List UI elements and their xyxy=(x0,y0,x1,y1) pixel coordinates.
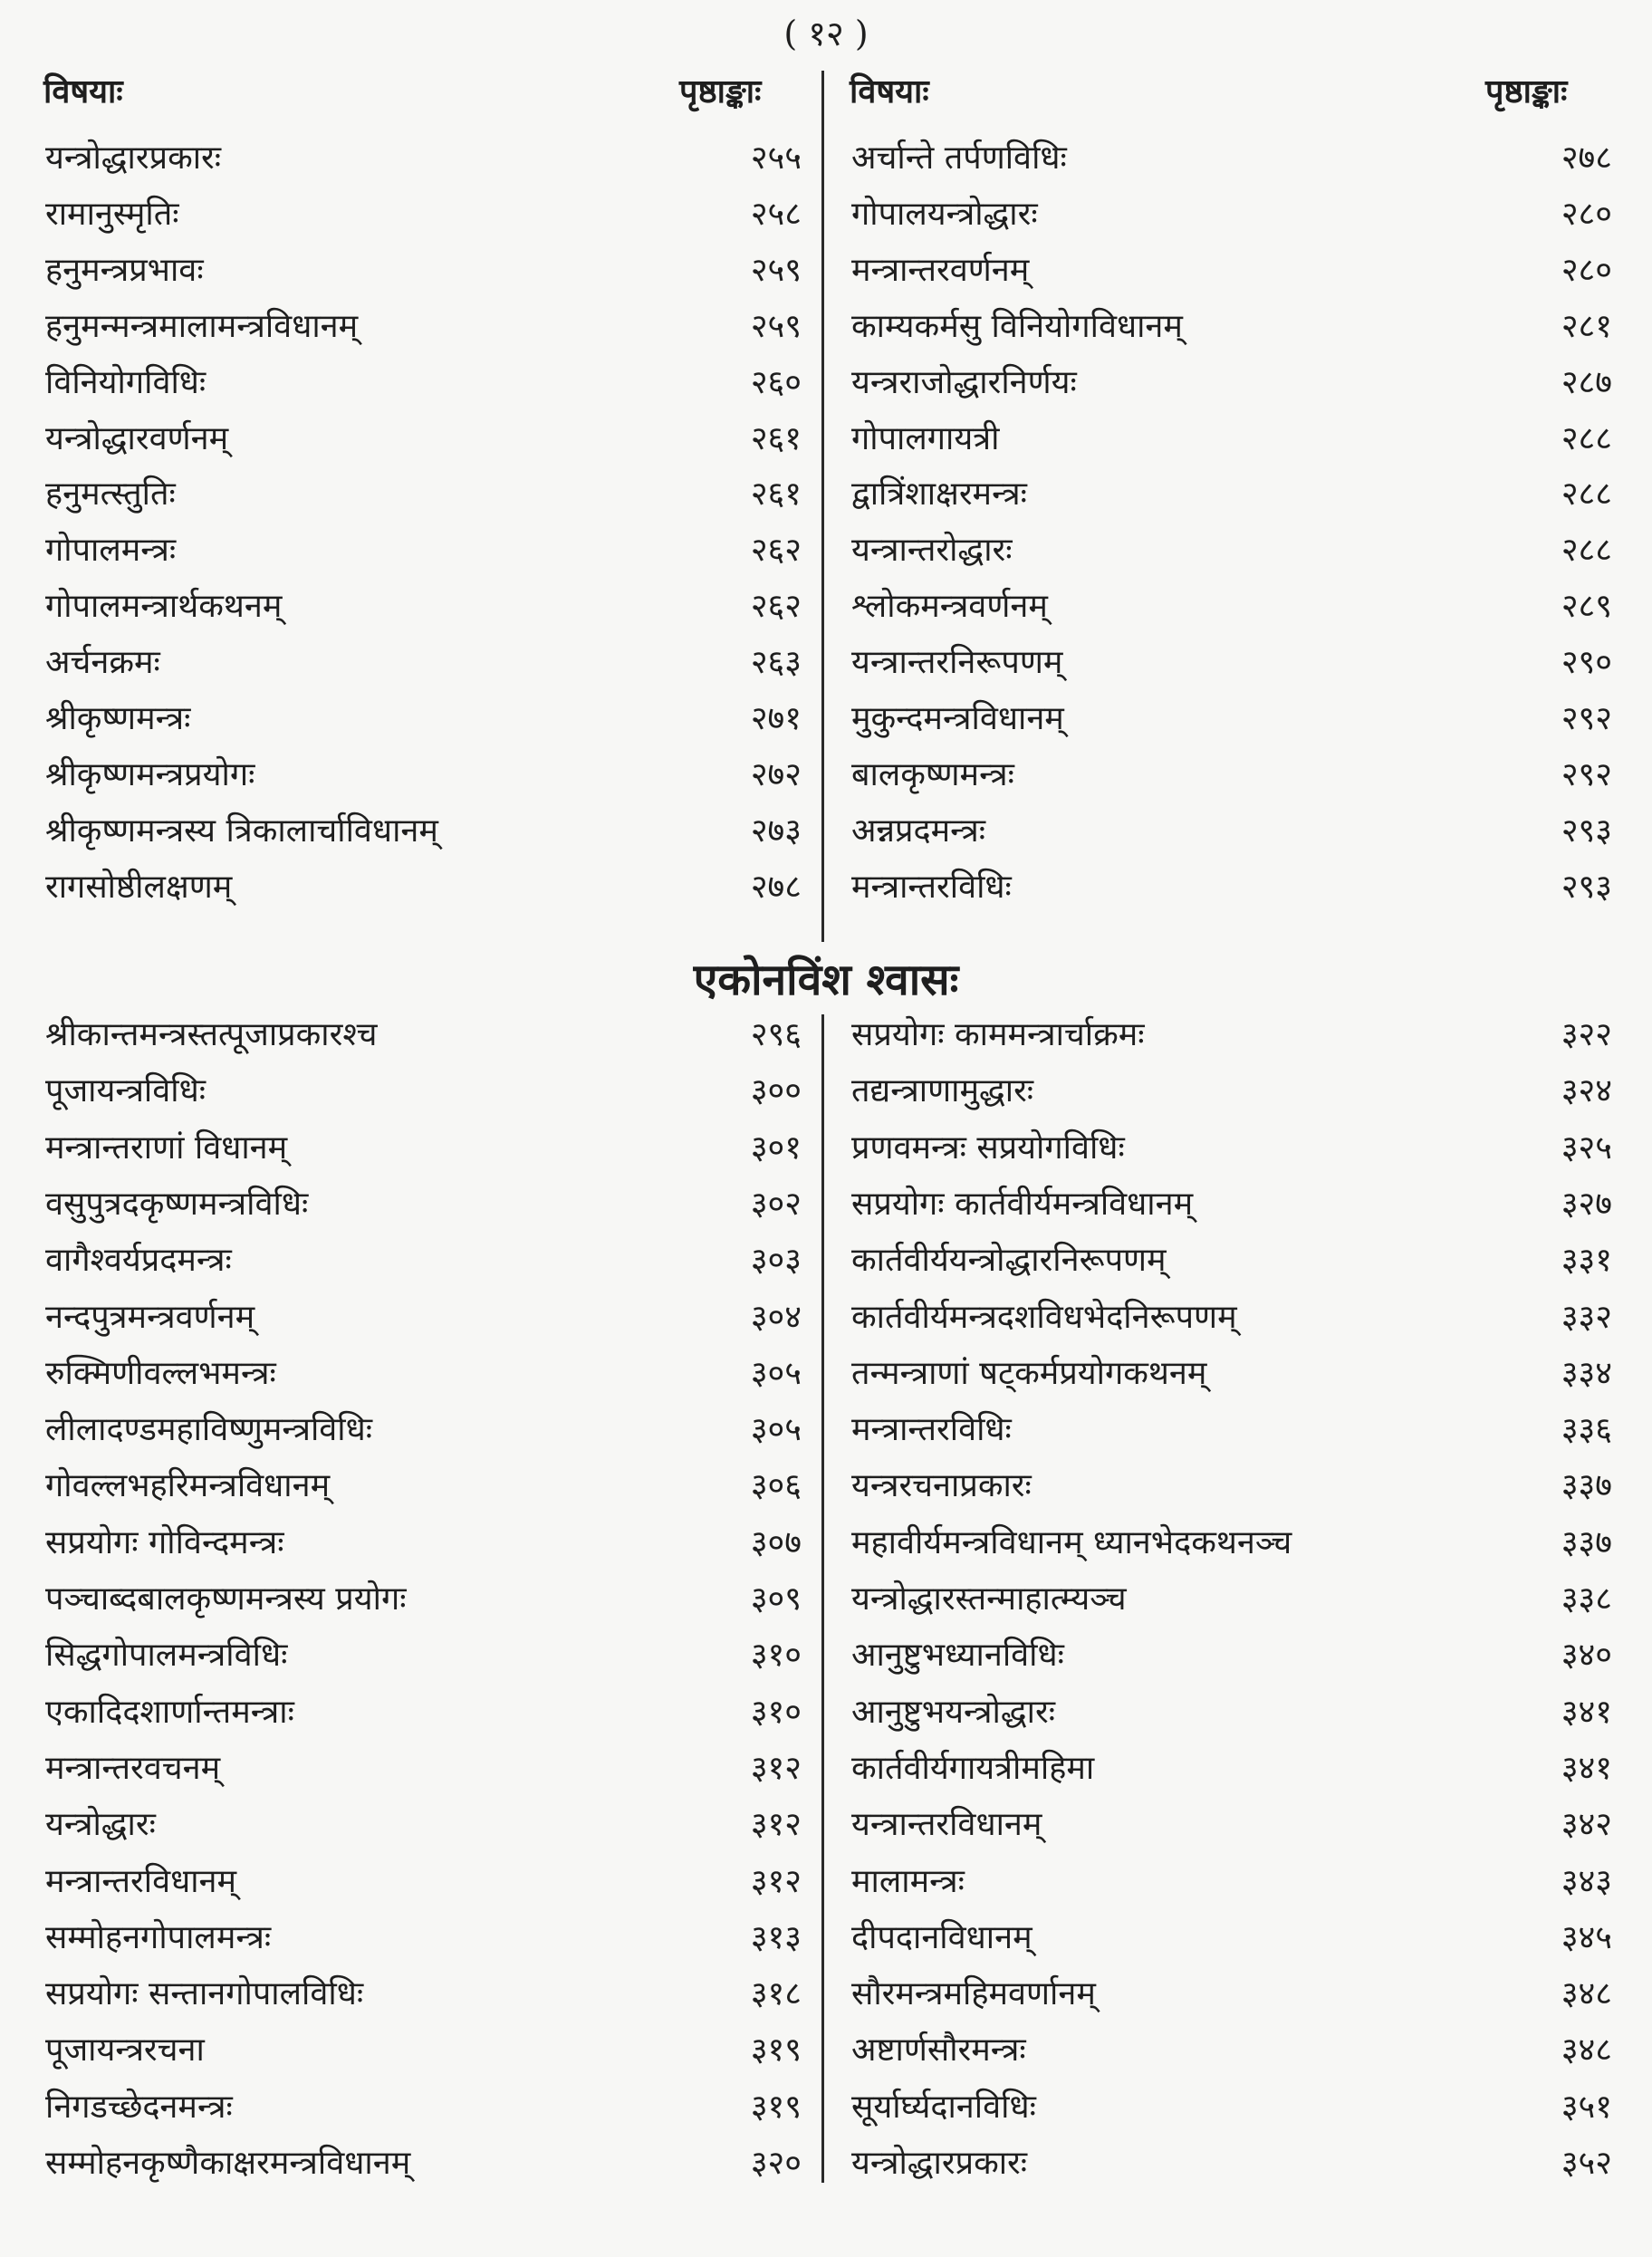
toc-entry-page: २७८ xyxy=(750,869,802,906)
toc-entry-page: ३१९ xyxy=(750,2089,802,2126)
toc-entry-title: सम्मोहनकृष्णैकाक्षरमन्त्रविधानम् xyxy=(45,2145,411,2182)
toc-entry xyxy=(851,1347,1612,1401)
toc-entry xyxy=(45,580,802,634)
toc-entry-page: ३१२ xyxy=(750,1750,802,1787)
toc-entry-title: वागैश्वर्यप्रदमन्त्रः xyxy=(45,1242,232,1279)
toc-entry-title: मुकुन्दमन्त्रविधानम् xyxy=(851,700,1064,737)
toc-entry xyxy=(851,692,1612,746)
toc-entry-title: पूजायन्त्रविधिः xyxy=(45,1072,206,1109)
toc-entry xyxy=(45,412,802,466)
toc-entry-page: ३२७ xyxy=(1561,1186,1612,1223)
toc-entry-title: तन्मन्त्राणां षट्कर्मप्रयोगकथनम् xyxy=(851,1355,1207,1392)
toc-entry-page: २५८ xyxy=(750,196,802,233)
toc-entry-page: ३२२ xyxy=(1561,1016,1612,1053)
toc-entry-page: ३३२ xyxy=(1561,1299,1612,1336)
toc-entry-title: पञ्चाब्दबालकृष्णमन्त्रस्य प्रयोगः xyxy=(45,1580,407,1618)
toc-entry-page: २९६ xyxy=(750,1016,802,1053)
toc-entry-title: गोवल्लभहरिमन्त्रविधानम् xyxy=(45,1467,331,1504)
toc-entry-page: २९३ xyxy=(1561,812,1612,850)
toc-entry-page: ३०० xyxy=(750,1072,802,1109)
toc-entry xyxy=(45,1121,802,1176)
toc-entry xyxy=(851,1742,1612,1796)
toc-entry-page: २५९ xyxy=(750,308,802,345)
toc-entry xyxy=(45,523,802,578)
toc-entry xyxy=(851,2137,1612,2191)
toc-entry xyxy=(45,804,802,859)
toc-entry xyxy=(45,748,802,802)
toc-entry xyxy=(45,1516,802,1570)
left-page-header: पृष्ठाङ्काः xyxy=(679,72,762,110)
toc-entry xyxy=(45,1798,802,1852)
toc-entry-page: ३२५ xyxy=(1561,1129,1612,1167)
toc-entry-page: २५५ xyxy=(750,139,802,177)
toc-entry-page: ३२४ xyxy=(1561,1072,1612,1109)
toc-entry-page: २५९ xyxy=(750,252,802,289)
toc-entry-page: २९२ xyxy=(1561,700,1612,737)
toc-entry-title: सप्रयोगः गोविन्दमन्त्रः xyxy=(45,1524,284,1561)
toc-entry-page: ३०५ xyxy=(750,1355,802,1392)
toc-entry-page: ३३८ xyxy=(1561,1580,1612,1618)
toc-entry-title: मन्त्रान्तरवचनम् xyxy=(45,1750,221,1787)
toc-entry xyxy=(45,1855,802,1909)
toc-entry xyxy=(851,860,1612,915)
toc-entry-page: २६२ xyxy=(750,532,802,569)
toc-entry xyxy=(851,356,1612,410)
toc-entry xyxy=(45,131,802,186)
toc-entry xyxy=(851,2023,1612,2078)
toc-entry-page: २९० xyxy=(1561,644,1612,681)
toc-entry xyxy=(45,1234,802,1288)
toc-entry-title: प्रणवमन्त्रः सप्रयोगविधिः xyxy=(851,1129,1125,1167)
toc-entry xyxy=(851,1008,1612,1062)
right-subject-header: विषयाः xyxy=(850,72,929,110)
toc-entry xyxy=(45,1291,802,1345)
toc-entry-page: २९३ xyxy=(1561,869,1612,906)
right-page-header: पृष्ठाङ्काः xyxy=(1485,72,1568,110)
toc-entry xyxy=(851,636,1612,690)
toc-entry-title: हनुमत्स्तुतिः xyxy=(45,475,176,513)
toc-entry-title: गोपालगायत्री xyxy=(851,420,1000,457)
toc-entry-page: ३३७ xyxy=(1561,1467,1612,1504)
toc-entry-page: ३०२ xyxy=(750,1186,802,1223)
toc-entry-title: तद्यन्त्राणामुद्धारः xyxy=(851,1072,1034,1109)
toc-entry xyxy=(45,300,802,354)
toc-entry-page: २८८ xyxy=(1561,532,1612,569)
toc-entry xyxy=(851,523,1612,578)
toc-entry xyxy=(851,1064,1612,1119)
toc-entry-page: ३०३ xyxy=(750,1242,802,1279)
toc-entry-page: २९२ xyxy=(1561,756,1612,793)
toc-entry-title: एकादिदशार्णान्तमन्त्राः xyxy=(45,1694,294,1731)
toc-entry-page: ३१९ xyxy=(750,2031,802,2069)
toc-entry-title: सिद्धगोपालमन्त्रविधिः xyxy=(45,1637,288,1674)
toc-entry-page: २८७ xyxy=(1561,364,1612,401)
toc-entry xyxy=(851,1291,1612,1345)
toc-entry xyxy=(45,1347,802,1401)
toc-entry-page: ३४२ xyxy=(1561,1806,1612,1843)
toc-entry-title: लीलादण्डमहाविष्णुमन्त्रविधिः xyxy=(45,1411,373,1448)
toc-entry-page: ३४० xyxy=(1561,1637,1612,1674)
toc-entry-title: यन्त्रान्तरविधानम् xyxy=(851,1806,1042,1843)
toc-entry xyxy=(45,1967,802,2022)
toc-entry xyxy=(45,1628,802,1683)
toc-entry-title: श्रीकृष्णमन्त्रप्रयोगः xyxy=(45,756,255,793)
toc-entry-title: विनियोगविधिः xyxy=(45,364,206,401)
toc-entry-title: सूर्यार्घ्यदानविधिः xyxy=(851,2089,1036,2126)
toc-entry xyxy=(45,1742,802,1796)
toc-entry-title: यन्त्रान्तरोद्धारः xyxy=(851,532,1013,569)
toc-entry-page: ३४८ xyxy=(1561,2031,1612,2069)
toc-entry xyxy=(45,187,802,242)
toc-entry xyxy=(851,1572,1612,1627)
toc-entry-title: मन्त्रान्तरविधिः xyxy=(851,1411,1012,1448)
toc-entry xyxy=(851,1911,1612,1965)
toc-entry-title: मन्त्रान्तराणां विधानम् xyxy=(45,1129,288,1167)
toc-entry-page: ३१० xyxy=(750,1694,802,1731)
toc-entry-title: कार्तवीर्ययन्त्रोद्धारनिरूपणम् xyxy=(851,1242,1167,1279)
toc-entry-title: महावीर्यमन्त्रविधानम् ध्यानभेदकथनञ्च xyxy=(851,1524,1292,1561)
toc-entry-page: २६१ xyxy=(750,475,802,513)
toc-entry xyxy=(851,1234,1612,1288)
toc-entry xyxy=(851,300,1612,354)
toc-entry xyxy=(851,1855,1612,1909)
toc-entry-title: आनुष्टुभध्यानविधिः xyxy=(851,1637,1064,1674)
toc-entry xyxy=(45,2137,802,2191)
toc-entry-title: श्रीकृष्णमन्त्रस्य त्रिकालार्चाविधानम् xyxy=(45,812,438,850)
toc-entry xyxy=(45,1008,802,1062)
toc-entry xyxy=(851,1798,1612,1852)
toc-entry xyxy=(851,131,1612,186)
toc-entry-title: रामानुस्मृतिः xyxy=(45,196,179,233)
toc-entry-title: सप्रयोगः सन्तानगोपालविधिः xyxy=(45,1975,364,2012)
toc-entry-page: ३४८ xyxy=(1561,1975,1612,2012)
toc-entry-title: बालकृष्णमन्त्रः xyxy=(851,756,1014,793)
toc-entry-page: ३५१ xyxy=(1561,2089,1612,2126)
toc-entry xyxy=(45,1064,802,1119)
toc-entry xyxy=(851,1516,1612,1570)
toc-entry-title: यन्त्रान्तरनिरूपणम् xyxy=(851,644,1063,681)
toc-entry-title: सप्रयोगः कार्तवीर्यमन्त्रविधानम् xyxy=(851,1186,1194,1223)
toc-entry-title: अष्टार्णसौरमन्त्रः xyxy=(851,2031,1026,2069)
toc-entry xyxy=(851,244,1612,298)
toc-entry xyxy=(45,244,802,298)
toc-entry-title: अन्नप्रदमन्त्रः xyxy=(851,812,985,850)
toc-entry-title: यन्त्रराजोद्धारनिर्णयः xyxy=(851,364,1077,401)
toc-entry-page: ३५२ xyxy=(1561,2145,1612,2182)
toc-entry xyxy=(45,860,802,915)
toc-entry-title: रागसोष्ठीलक्षणम् xyxy=(45,869,233,906)
toc-entry xyxy=(851,1403,1612,1457)
toc-entry-title: दीपदानविधानम् xyxy=(851,1919,1032,1956)
page-number: ( १२ ) xyxy=(783,14,869,53)
toc-entry-title: यन्त्रोद्धारवर्णनम् xyxy=(45,420,229,457)
toc-entry-title: गोपालयन्त्रोद्धारः xyxy=(851,196,1038,233)
toc-entry-title: मालामन्त्रः xyxy=(851,1863,965,1900)
toc-entry-page: २८८ xyxy=(1561,420,1612,457)
toc-entry xyxy=(45,1459,802,1513)
toc-entry-page: ३३७ xyxy=(1561,1524,1612,1561)
toc-entry-page: २६२ xyxy=(750,588,802,625)
toc-entry-page: ३०५ xyxy=(750,1411,802,1448)
toc-entry-title: कार्तवीर्यमन्त्रदशविधभेदनिरूपणम् xyxy=(851,1299,1237,1336)
toc-entry xyxy=(851,1121,1612,1176)
toc-entry-page: ३०६ xyxy=(750,1467,802,1504)
toc-entry-page: २६१ xyxy=(750,420,802,457)
toc-entry xyxy=(45,1572,802,1627)
toc-entry-title: गोपालमन्त्रः xyxy=(45,532,177,569)
toc-entry-page: ३१२ xyxy=(750,1863,802,1900)
toc-entry-page: ३१८ xyxy=(750,1975,802,2012)
toc-entry-title: यन्त्रोद्धारप्रकारः xyxy=(45,139,222,177)
column-divider-top xyxy=(821,71,824,942)
toc-entry xyxy=(45,2023,802,2078)
toc-entry-title: अर्चान्ते तर्पणविधिः xyxy=(851,139,1067,177)
toc-entry-title: द्वात्रिंशाक्षरमन्त्रः xyxy=(851,475,1027,513)
toc-entry-page: ३२० xyxy=(750,2145,802,2182)
toc-entry-title: हनुमन्मन्त्रमालामन्त्रविधानम् xyxy=(45,308,359,345)
toc-entry-title: नन्दपुत्रमन्त्रवर्णनम् xyxy=(45,1299,255,1336)
toc-entry-page: २७८ xyxy=(1561,139,1612,177)
toc-entry-page: २६० xyxy=(750,364,802,401)
toc-entry-title: श्रीकान्तमन्त्रस्तत्पूजाप्रकारश्च xyxy=(45,1016,378,1053)
toc-entry xyxy=(851,1628,1612,1683)
toc-entry-page: ३१० xyxy=(750,1637,802,1674)
toc-entry-page: ३३६ xyxy=(1561,1411,1612,1448)
column-divider-bottom xyxy=(821,1014,824,2183)
toc-entry-page: ३०७ xyxy=(750,1524,802,1561)
toc-entry-page: २८० xyxy=(1561,196,1612,233)
toc-entry-title: वसुपुत्रदकृष्णमन्त्रविधिः xyxy=(45,1186,309,1223)
toc-entry xyxy=(45,1177,802,1232)
toc-entry-page: ३४३ xyxy=(1561,1863,1612,1900)
toc-entry-page: २७१ xyxy=(750,700,802,737)
toc-entry-title: मन्त्रान्तरवर्णनम् xyxy=(851,252,1030,289)
toc-entry-title: यन्त्रोद्धारप्रकारः xyxy=(851,2145,1028,2182)
toc-entry-title: मन्त्रान्तरविधानम् xyxy=(45,1863,237,1900)
toc-entry-title: सम्मोहनगोपालमन्त्रः xyxy=(45,1919,272,1956)
toc-entry-page: २७३ xyxy=(750,812,802,850)
toc-entry xyxy=(851,2080,1612,2135)
toc-entry-title: कार्तवीर्यगायत्रीमहिमा xyxy=(851,1750,1095,1787)
toc-entry xyxy=(45,1911,802,1965)
toc-entry-page: २७२ xyxy=(750,756,802,793)
toc-entry xyxy=(851,412,1612,466)
toc-entry-page: २८० xyxy=(1561,252,1612,289)
toc-entry-page: ३१३ xyxy=(750,1919,802,1956)
toc-entry-title: निगडच्छेदनमन्त्रः xyxy=(45,2089,233,2126)
toc-entry xyxy=(45,636,802,690)
toc-entry-title: मन्त्रान्तरविधिः xyxy=(851,869,1012,906)
toc-entry-page: २८१ xyxy=(1561,308,1612,345)
toc-entry xyxy=(851,1459,1612,1513)
toc-entry-page: २८९ xyxy=(1561,588,1612,625)
toc-entry-page: ३०४ xyxy=(750,1299,802,1336)
toc-entry-page: ३४५ xyxy=(1561,1919,1612,1956)
toc-entry xyxy=(45,692,802,746)
toc-entry xyxy=(45,467,802,522)
toc-entry xyxy=(851,467,1612,522)
toc-entry-page: ३४१ xyxy=(1561,1694,1612,1731)
toc-entry xyxy=(45,356,802,410)
toc-entry-title: श्रीकृष्णमन्त्रः xyxy=(45,700,191,737)
toc-entry-page: २८८ xyxy=(1561,475,1612,513)
toc-entry-title: हनुमन्त्रप्रभावः xyxy=(45,252,204,289)
toc-entry-title: सौरमन्त्रमहिमवर्णानम् xyxy=(851,1975,1096,2012)
toc-entry-page: ३१२ xyxy=(750,1806,802,1843)
toc-entry-page: ३३४ xyxy=(1561,1355,1612,1392)
toc-entry-page: ३४१ xyxy=(1561,1750,1612,1787)
toc-entry xyxy=(45,1686,802,1740)
toc-entry-title: रुक्मिणीवल्लभमन्त्रः xyxy=(45,1355,276,1392)
toc-entry xyxy=(851,187,1612,242)
toc-entry-title: आनुष्टुभयन्त्रोद्धारः xyxy=(851,1694,1055,1731)
toc-entry xyxy=(45,2080,802,2135)
toc-entry xyxy=(851,1686,1612,1740)
toc-entry-title: यन्त्ररचनाप्रकारः xyxy=(851,1467,1032,1504)
toc-entry-title: पूजायन्त्ररचना xyxy=(45,2031,205,2069)
toc-entry-page: २६३ xyxy=(750,644,802,681)
left-subject-header: विषयाः xyxy=(43,72,123,110)
toc-entry-title: अर्चनक्रमः xyxy=(45,644,160,681)
toc-entry xyxy=(851,1177,1612,1232)
toc-entry xyxy=(851,580,1612,634)
toc-entry-title: काम्यकर्मसु विनियोगविधानम् xyxy=(851,308,1183,345)
toc-entry-title: सप्रयोगः काममन्त्रार्चाक्रमः xyxy=(851,1016,1145,1053)
toc-entry-title: श्लोकमन्त्रवर्णनम् xyxy=(851,588,1048,625)
toc-entry-page: ३३१ xyxy=(1561,1242,1612,1279)
toc-entry-title: यन्त्रोद्धारः xyxy=(45,1806,156,1843)
toc-entry-title: गोपालमन्त्रार्थकथनम् xyxy=(45,588,283,625)
toc-entry-page: ३०९ xyxy=(750,1580,802,1618)
toc-entry xyxy=(851,1967,1612,2022)
toc-entry-page: ३०१ xyxy=(750,1129,802,1167)
toc-entry xyxy=(45,1403,802,1457)
toc-entry xyxy=(851,748,1612,802)
toc-entry xyxy=(851,804,1612,859)
toc-entry-title: यन्त्रोद्धारस्तन्माहात्म्यञ्च xyxy=(851,1580,1127,1618)
section-heading: एकोनविंश श्वासः xyxy=(693,955,959,1005)
